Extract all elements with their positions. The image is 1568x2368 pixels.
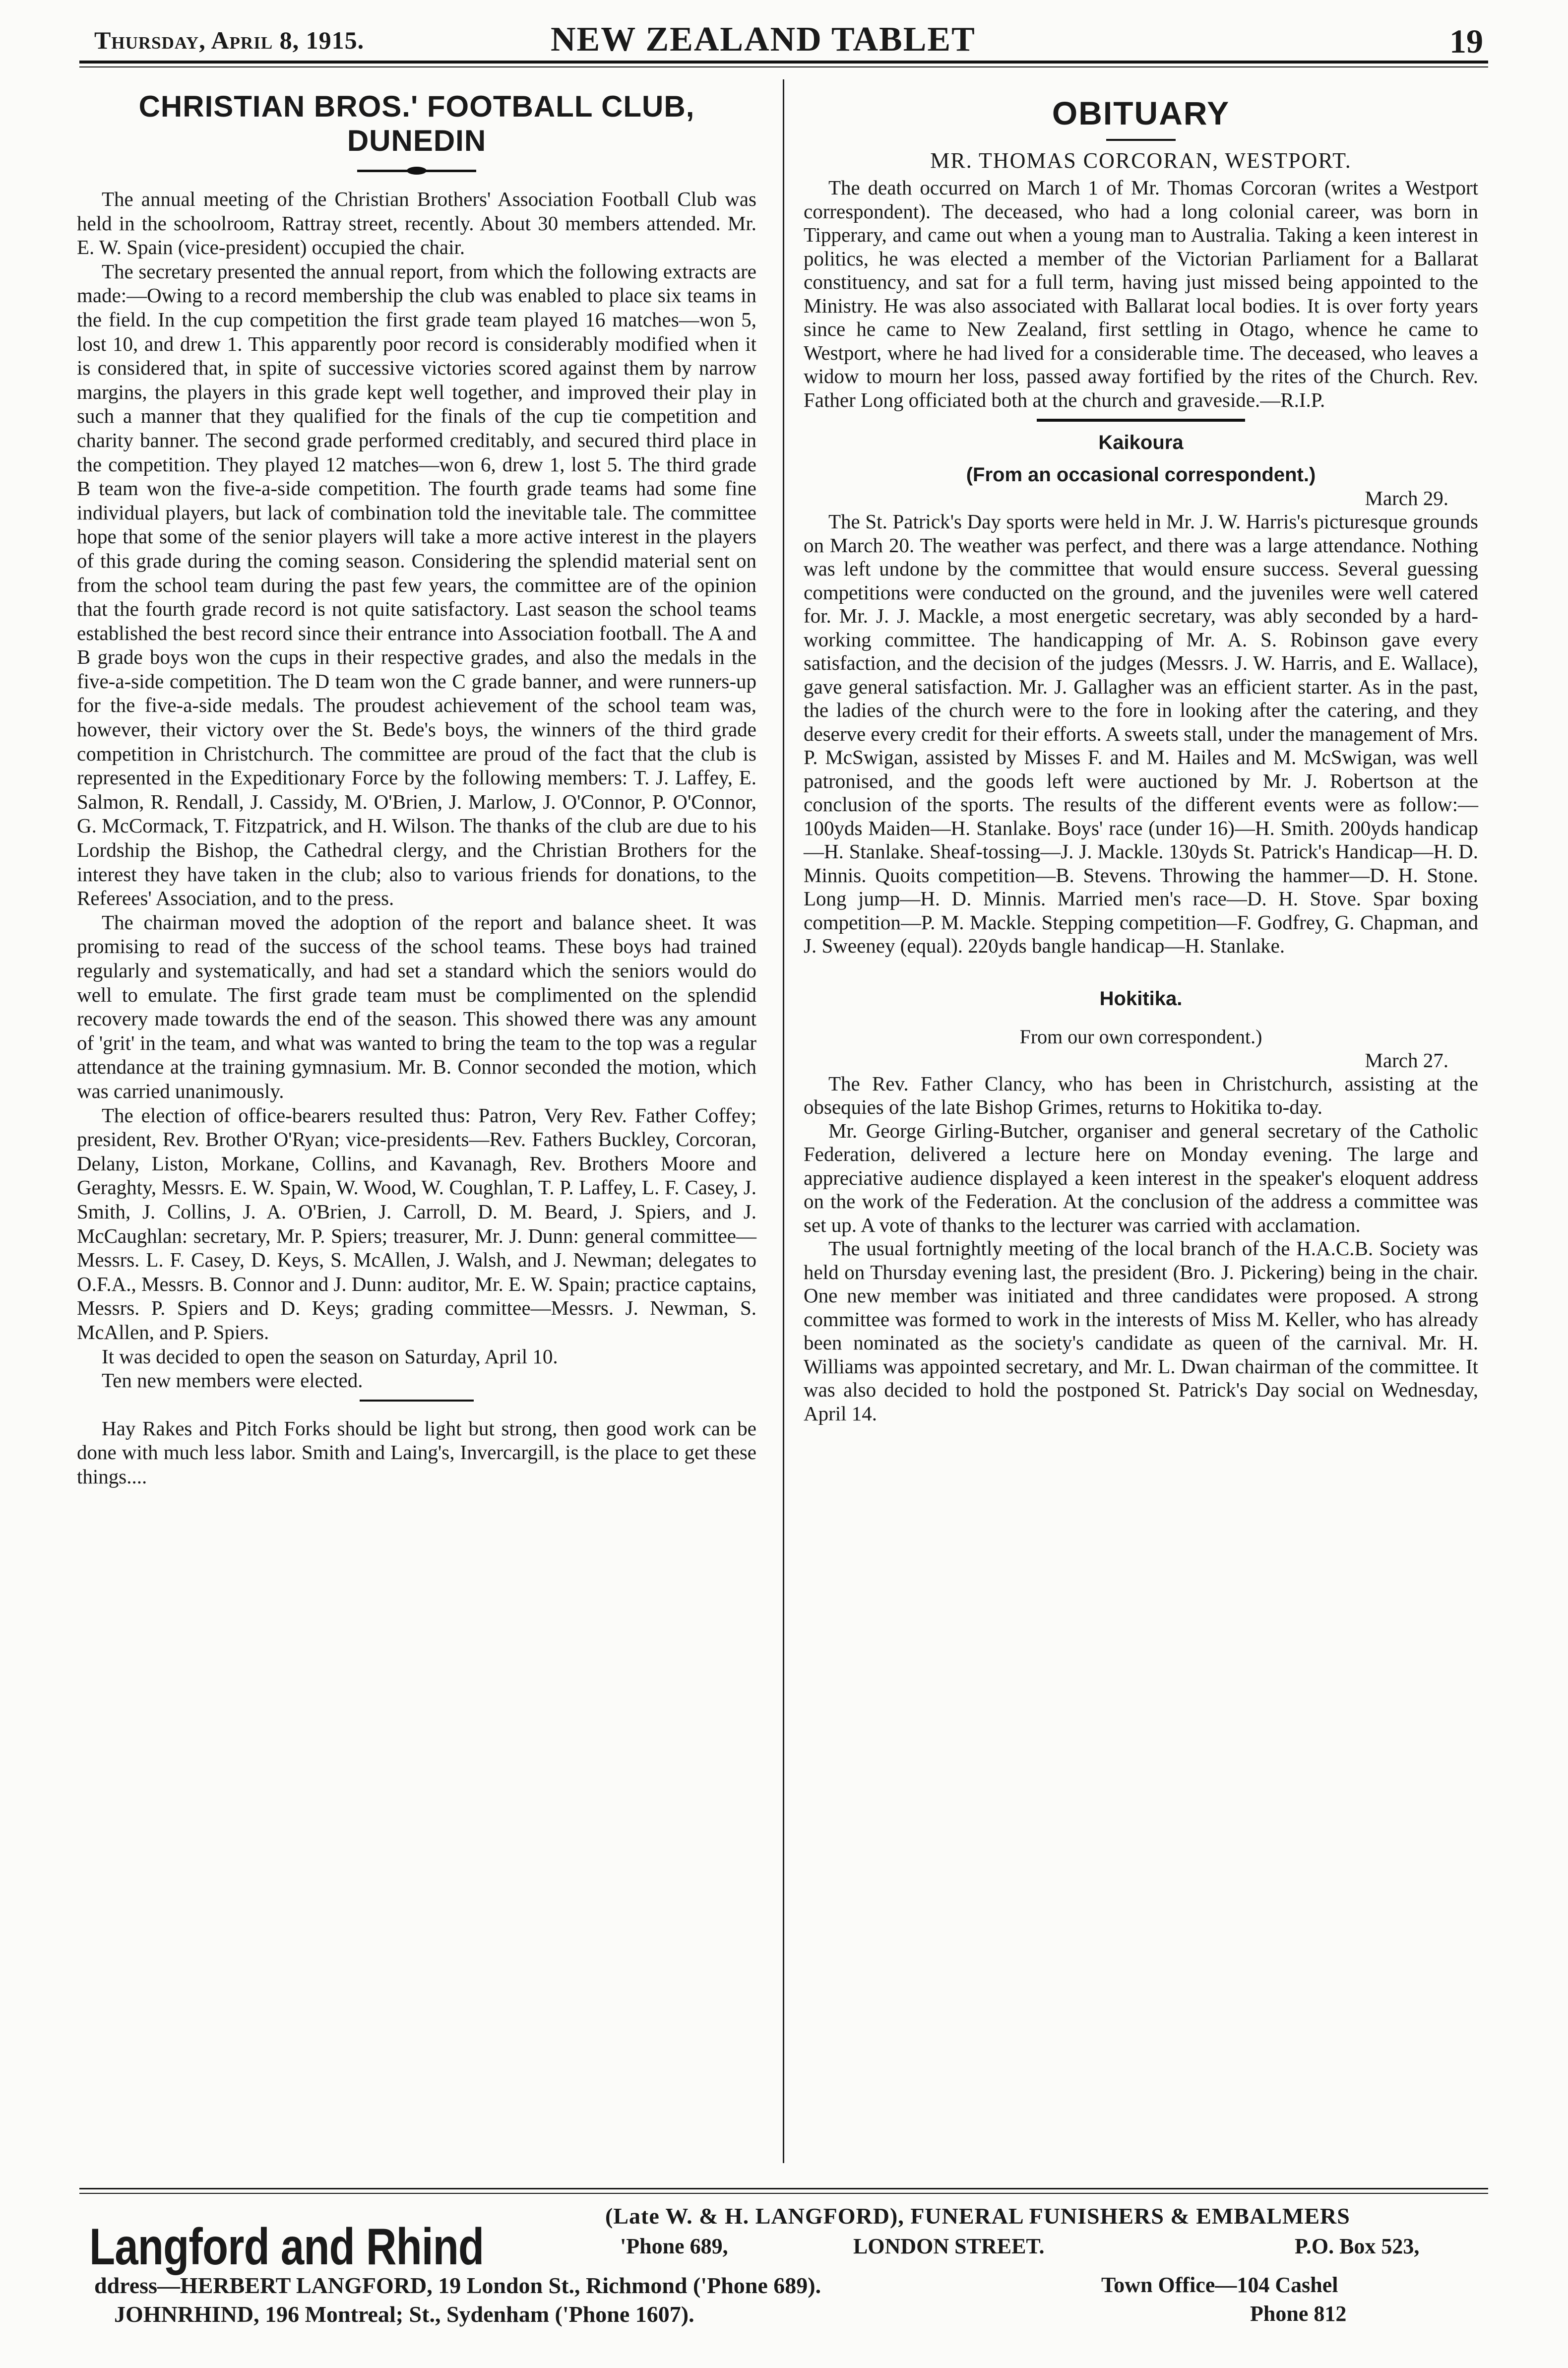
funeral-advert <box>79 2188 1488 2337</box>
issue-date: Thursday, April 8, 1915. <box>94 26 365 54</box>
advert-rule-thin <box>79 2193 1488 2194</box>
header-rule-thin <box>79 66 1488 67</box>
advert-town-office: Town Office—104 Cashel <box>1101 2273 1338 2297</box>
hokitika-paragraph: The Rev. Father Clancy, who has been in Christchurch, assisting at the obsequies of the late Bishop Grimes, returns to Hokitika to-day. <box>804 1072 1478 1118</box>
article-paragraph: The secretary presented the annual report, from which the following extracts are made:—Owing to a record membership the club was enabled to place six teams in the field. In the cup competition the first grade team played 16 matches—won 5, lost 10, and drew 1. This apparently poor record is considerably modified when it is considered that, in spite of successive victories scored against them by narrow margins, the players in this grade kept well together, and improved their play in such a manner that they qualified for the finals of the cup tie competition and charity banner. The second grade performed creditably, and secured third place in the competition. They played 12 matches—won 6, drew 1, lost 5. The third grade B team won the five-a-side competition. The fourth grade teams had some fine individual players, but lack of combination told the inevitable tale. The committee hope that some of the senior players will take a more active interest in the players of this grade during the coming season. Considering the splendid material sent on from the school team during the past few years, the committee are of the opinion that the fourth grade record is not quite satisfactory. Last season the school teams established the best record since their entrance into Association football. The A and B grade boys won the cups in their respective grades, and also the medals in the five-a-side competition. The D team won the C grade banner, and were runners-up for the five-a-side medals. The proudest achievement of the school team was, however, their victory over the St. Bede's boys, the winners of the third grade competition in Christchurch. The committee are proud of the fact that the club is represented in the Expeditionary Force by the following members: T. J. Laffey, E. Salmon, R. Rendall, J. Cassidy, M. O'Brien, J. Marlow, J. O'Connor, P. O'Connor, G. McCormack, T. Fitzpatrick, and H. Wilson. The thanks of the club are due to his Lordship the Bishop, the Cathedral clergy, and the Christian Brothers for the interest they have taken in the club; also to various friends for donations, to the Referees' Association, and to the press. <box>77 259 756 910</box>
kaikoura-date: March 29. <box>1365 487 1448 510</box>
article-paragraph: The election of office-bearers resulted thus: Patron, Very Rev. Father Coffey; president, Rev. Brother O'Ryan; vice-presidents—Rev. Fathers Buckley, Corcoran, Delany, Liston, Morkane, Collins, and Kavanagh, Rev. Brothers Moore and Geraghty, Messrs. E. W. Spain, W. Wood, W. Coughlan, T. P. Laffey, L. F. Casey, J. Smith, J. Collins, J. A. O'Brien, J. Carroll, D. M. Beard, J. Spiers, and J. McCaughlan: secretary, Mr. P. Spiers; treasurer, Mr. J. Dunn: general committee—Messrs. L. F. Casey, D. Keys, S. McAllen, J. Walsh, and J. Newman; delegates to O.F.A., Messrs. B. Connor and J. Dunn: auditor, Mr. E. W. Spain; practice captains, Messrs. P. Spiers and D. Keys; grading committee—Messrs. J. Newman, S. McAllen, and P. Spiers. <box>77 1103 756 1344</box>
advert-street: LONDON STREET. <box>853 2234 1045 2258</box>
advert-phone: 'Phone 689, <box>620 2234 728 2258</box>
hokitika-byline: From our own correspondent.) <box>1019 1025 1262 1048</box>
publication-name: NEW ZEALAND TABLET <box>551 20 976 59</box>
article-paragraph: It was decided to open the season on Saturday, April 10. <box>102 1344 558 1368</box>
page-header <box>94 20 1483 60</box>
column-divider <box>783 79 784 2163</box>
advert-po-box: P.O. Box 523, <box>1295 2234 1420 2258</box>
article-paragraph: The annual meeting of the Christian Brothers' Association Football Club was held in the schoolroom, Rattray street, recently. About 30 members attended. Mr. E. W. Spain (vice-president) occupied the chair. <box>77 188 756 259</box>
kaikoura-heading: Kaikoura <box>1098 432 1184 453</box>
obituary-text: The death occurred on March 1 of Mr. Thomas Corcoran (writes a Westport correspondent). The deceased, who had a long colonial career, was born in Tipperary, and came out when a young man to Australia. Taking a keen interest in politics, he was elected a member of the Victorian Parliament for a Ballarat constituency, and sat for a full term, having just missed being appointed to the Ministry. He was also associated with Ballarat local bodies. It is over forty years since he came to New Zealand, first settling in Otago, whence he came to Westport, where he had lived for a considerable time. The deceased, who leaves a widow to mourn her loss, passed away fortified by the rites of the Church. Rev. Father Long officiated both at the church and graveside.—R.I.P. <box>804 176 1478 411</box>
page-number: 19 <box>1449 22 1483 60</box>
right-column <box>804 79 1478 1425</box>
kaikoura-byline: (From an occasional correspondent.) <box>966 464 1316 486</box>
kaikoura-text: The St. Patrick's Day sports were held in Mr. J. W. Harris's picturesque grounds on March 20. The weather was perfect, and there was a large attendance. Nothing was left undone by the committee that would ensure success. Several guessing competitions were conducted on the ground, and the juveniles were well catered for. Mr. J. J. Mackle, a most energetic secretary, was ably seconded by a hard-working committee. The handicapping of Mr. A. S. Robinson gave every satisfaction, and the decision of the judges (Messrs. J. W. Harris, and E. Wallace), gave general satisfaction. Mr. J. Gallagher was an efficient starter. As in the past, the ladies of the church were to the fore in looking after the catering, and they deserve every credit for their efforts. A sweets stall, under the management of Mrs. P. McSwigan, assisted by Misses F. and M. Hailes and M. McSwigan, was well patronised, and the goods left were auctioned by Mr. J. Robertson at the conclusion of the sports. The results of the different events were as follow:—100yds Maiden—H. Stanlake. Boys' race (under 16)—H. Smith. 200yds handicap—H. Stanlake. Sheaf-tossing—J. J. Mackle. 130yds St. Patrick's Handicap—H. D. Minnis. Quoits competition—B. Stevens. Throwing the hammer—D. H. Stone. Long jump—H. D. Minnis. Married men's race—D. H. Stove. Spar boxing competition—P. M. Mackle. Stepping competition—F. Godfrey, G. Chapman, and J. Sweeney (equal). 220yds bangle handicap—H. Stanlake. <box>804 510 1478 957</box>
hokitika-paragraph: Mr. George Girling-Butcher, organiser and general secretary of the Catholic Federation, delivered a lecture here on Monday evening. The large and appreciative audience displayed a keen interest in the speaker's eloquent address on the work of the Federation. At the conclusion of the address a committee was set up. A vote of thanks to the lecturer was carried with acclamation. <box>804 1119 1478 1236</box>
title-ornament <box>357 170 476 172</box>
hokitika-date: March 27. <box>1365 1048 1448 1072</box>
article-title: CHRISTIAN BROS.' FOOTBALL CLUB, DUNEDIN <box>138 90 695 157</box>
left-column <box>77 79 756 1488</box>
advert-address-2: JOHNRHIND, 196 Montreal; St., Sydenham ('Phone 1607). <box>114 2302 694 2327</box>
article-paragraph: The chairman moved the adoption of the report and balance sheet. It was promising to read of the success of the school teams. These boys had trained regularly and systematically, and had set a standard which the seniors would do well to emulate. The first grade team must be complimented on the splendid recovery made towards the end of the season. This showed there was any amount of 'grit' in the team, and what was wanted to bring the team to the top was a regular attendance at the training gymnasium. Mr. B. Connor seconded the motion, which was carried unanimously. <box>77 910 756 1102</box>
advert-note: Hay Rakes and Pitch Forks should be light but strong, then good work can be done with much less labor. Smith and Laing's, Invercargill, is the place to get these things.... <box>77 1416 756 1488</box>
obituary-subject: MR. THOMAS CORCORAN, WESTPORT. <box>930 148 1352 173</box>
advert-brand: Langford and Rhind <box>89 2218 484 2276</box>
article-paragraph: Ten new members were elected. <box>102 1369 363 1392</box>
title-rule <box>1106 139 1176 141</box>
header-rule <box>79 61 1488 64</box>
hokitika-paragraph: The usual fortnightly meeting of the local branch of the H.A.C.B. Society was held on Thursday evening last, the president (Bro. J. Pickering) being in the chair. One new member was initiated and three candidates were proposed. A strong committee was formed to work in the interests of Miss M. Keller, who has already been nominated as the society's candidate as queen of the carnival. Mr. H. Williams was appointed secretary, and Mr. L. Dwan chairman of the committee. It was also decided to hold the postponed St. Patrick's Day social on Wednesday, April 14. <box>804 1237 1478 1425</box>
advert-address-1: ddress—HERBERT LANGFORD, 19 London St., Richmond ('Phone 689). <box>94 2273 821 2298</box>
advert-phone-2: Phone 812 <box>1250 2302 1347 2326</box>
hokitika-heading: Hokitika. <box>1099 987 1183 1010</box>
obituary-title: OBITUARY <box>1052 95 1230 131</box>
section-rule <box>1037 419 1245 422</box>
advert-late-line: (Late W. & H. LANGFORD), FUNERAL FUNISHERS & EMBALMERS <box>605 2203 1350 2229</box>
section-rule <box>360 1400 474 1402</box>
advert-rule <box>79 2188 1488 2189</box>
